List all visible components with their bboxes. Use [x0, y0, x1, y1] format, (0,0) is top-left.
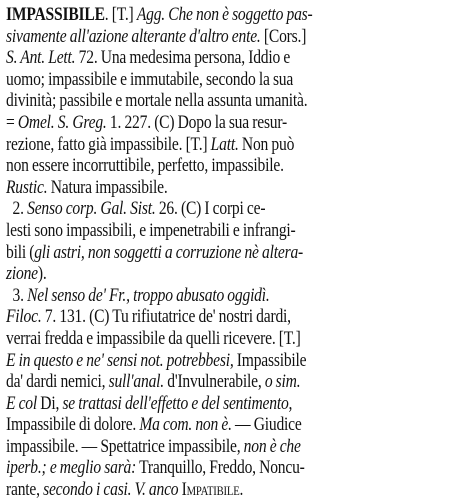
text-line	[6, 242, 383, 264]
text-segment: da' dardi nemici,	[6, 371, 109, 393]
text-line	[6, 4, 383, 26]
text-segment: Filoc.	[6, 306, 42, 328]
text-segment: .	[239, 479, 244, 501]
text-segment: verrai fredda e impassibile da quelli ricevere. [T.]	[6, 327, 301, 349]
text-segment: S. Ant. Lett.	[6, 47, 76, 69]
text-line	[6, 414, 383, 436]
text-segment: impassibile. — Spettatrice impassibile,	[6, 435, 244, 457]
text-line	[6, 155, 383, 177]
text-segment: Impatibile	[178, 479, 240, 501]
text-segment: gli astri, non soggetti a corruzione nè altera-	[34, 241, 304, 263]
text-segment: E in questo e ne' sensi not. potrebbesi,	[6, 349, 234, 371]
text-segment: 7. 131. (C) Tu rifiutatrice de' nostri dardi,	[41, 306, 291, 328]
text-segment: sivamente all'azione alterante d'altro ente.	[6, 25, 261, 47]
text-line	[6, 393, 383, 415]
text-segment: IMPASSIBILE	[6, 4, 105, 25]
text-line	[6, 371, 383, 393]
text-segment: Ma com. non è.	[139, 414, 232, 436]
text-line	[6, 90, 383, 112]
text-line	[6, 350, 383, 372]
text-segment: . [T.]	[104, 4, 137, 25]
text-segment: zione	[6, 263, 38, 285]
text-segment: =	[6, 111, 18, 133]
text-line	[6, 479, 383, 501]
text-segment: Impassibile di dolore.	[6, 414, 140, 436]
text-segment: secondo i casi. V. anco	[43, 479, 179, 501]
text-segment: rante,	[6, 479, 44, 501]
text-segment: se trattasi dell'effetto e del sentimento,	[62, 392, 293, 414]
text-segment: Natura impassibile.	[47, 176, 168, 198]
text-segment: 3.	[12, 284, 28, 306]
text-line	[6, 69, 383, 91]
text-line	[6, 457, 383, 479]
text-line	[6, 198, 383, 220]
text-line	[6, 177, 383, 199]
text-segment: 2.	[12, 198, 28, 220]
text-line	[6, 263, 383, 285]
text-segment: ).	[37, 263, 47, 285]
text-segment: Tranquillo, Freddo, Noncu-	[136, 457, 305, 479]
text-line	[6, 328, 383, 350]
text-segment: divinità; passibile e mortale nella assunta umanità.	[6, 90, 308, 112]
text-segment: Impassibile	[233, 349, 307, 371]
text-segment: Nel senso de' Fr., troppo abusato oggidì.	[27, 284, 270, 306]
text-segment: 26. (C) I corpi ce-	[155, 198, 266, 220]
text-segment: d'Invulnerabile,	[163, 371, 265, 393]
text-segment: lesti sono impassibili, e impenetrabili e infrangi-	[6, 219, 296, 241]
text-line	[6, 134, 383, 156]
text-line	[6, 47, 383, 69]
text-segment: Latt.	[210, 133, 239, 155]
text-segment: sull'anal.	[108, 371, 164, 393]
text-line	[6, 285, 383, 307]
text-segment: rezione, fatto già impassibile. [T.]	[6, 133, 211, 155]
text-segment: Di,	[37, 392, 63, 414]
text-segment: non è che	[243, 435, 301, 457]
text-segment: 72. Una medesima persona, Iddio e	[75, 47, 291, 69]
text-line	[6, 112, 383, 134]
text-segment: Non può	[238, 133, 295, 155]
text-segment: non essere incorruttibile, perfetto, impassibile.	[6, 155, 284, 177]
text-segment: 1. 227. (C) Dopo la sua resur-	[106, 111, 288, 133]
text-segment: — Giudice	[231, 414, 302, 436]
text-segment: Rustic.	[6, 176, 48, 198]
text-segment: [Cors.]	[260, 25, 307, 47]
text-line	[6, 306, 383, 328]
text-segment: E col	[6, 392, 38, 414]
text-segment: Omel. S. Greg.	[17, 111, 107, 133]
text-segment: Senso corp. Gal. Sist.	[27, 198, 156, 220]
text-segment: Agg. Che non è soggetto pas-	[136, 4, 313, 25]
text-line	[6, 220, 383, 242]
text-line	[6, 26, 383, 48]
text-segment: uomo; impassibile e immutabile, secondo la sua	[6, 68, 294, 90]
text-line	[6, 436, 383, 458]
text-segment: bili (	[6, 241, 35, 263]
entry-text	[6, 4, 466, 501]
text-segment: iperb.; e meglio sarà:	[6, 457, 137, 479]
text-segment: o sim.	[264, 371, 301, 393]
